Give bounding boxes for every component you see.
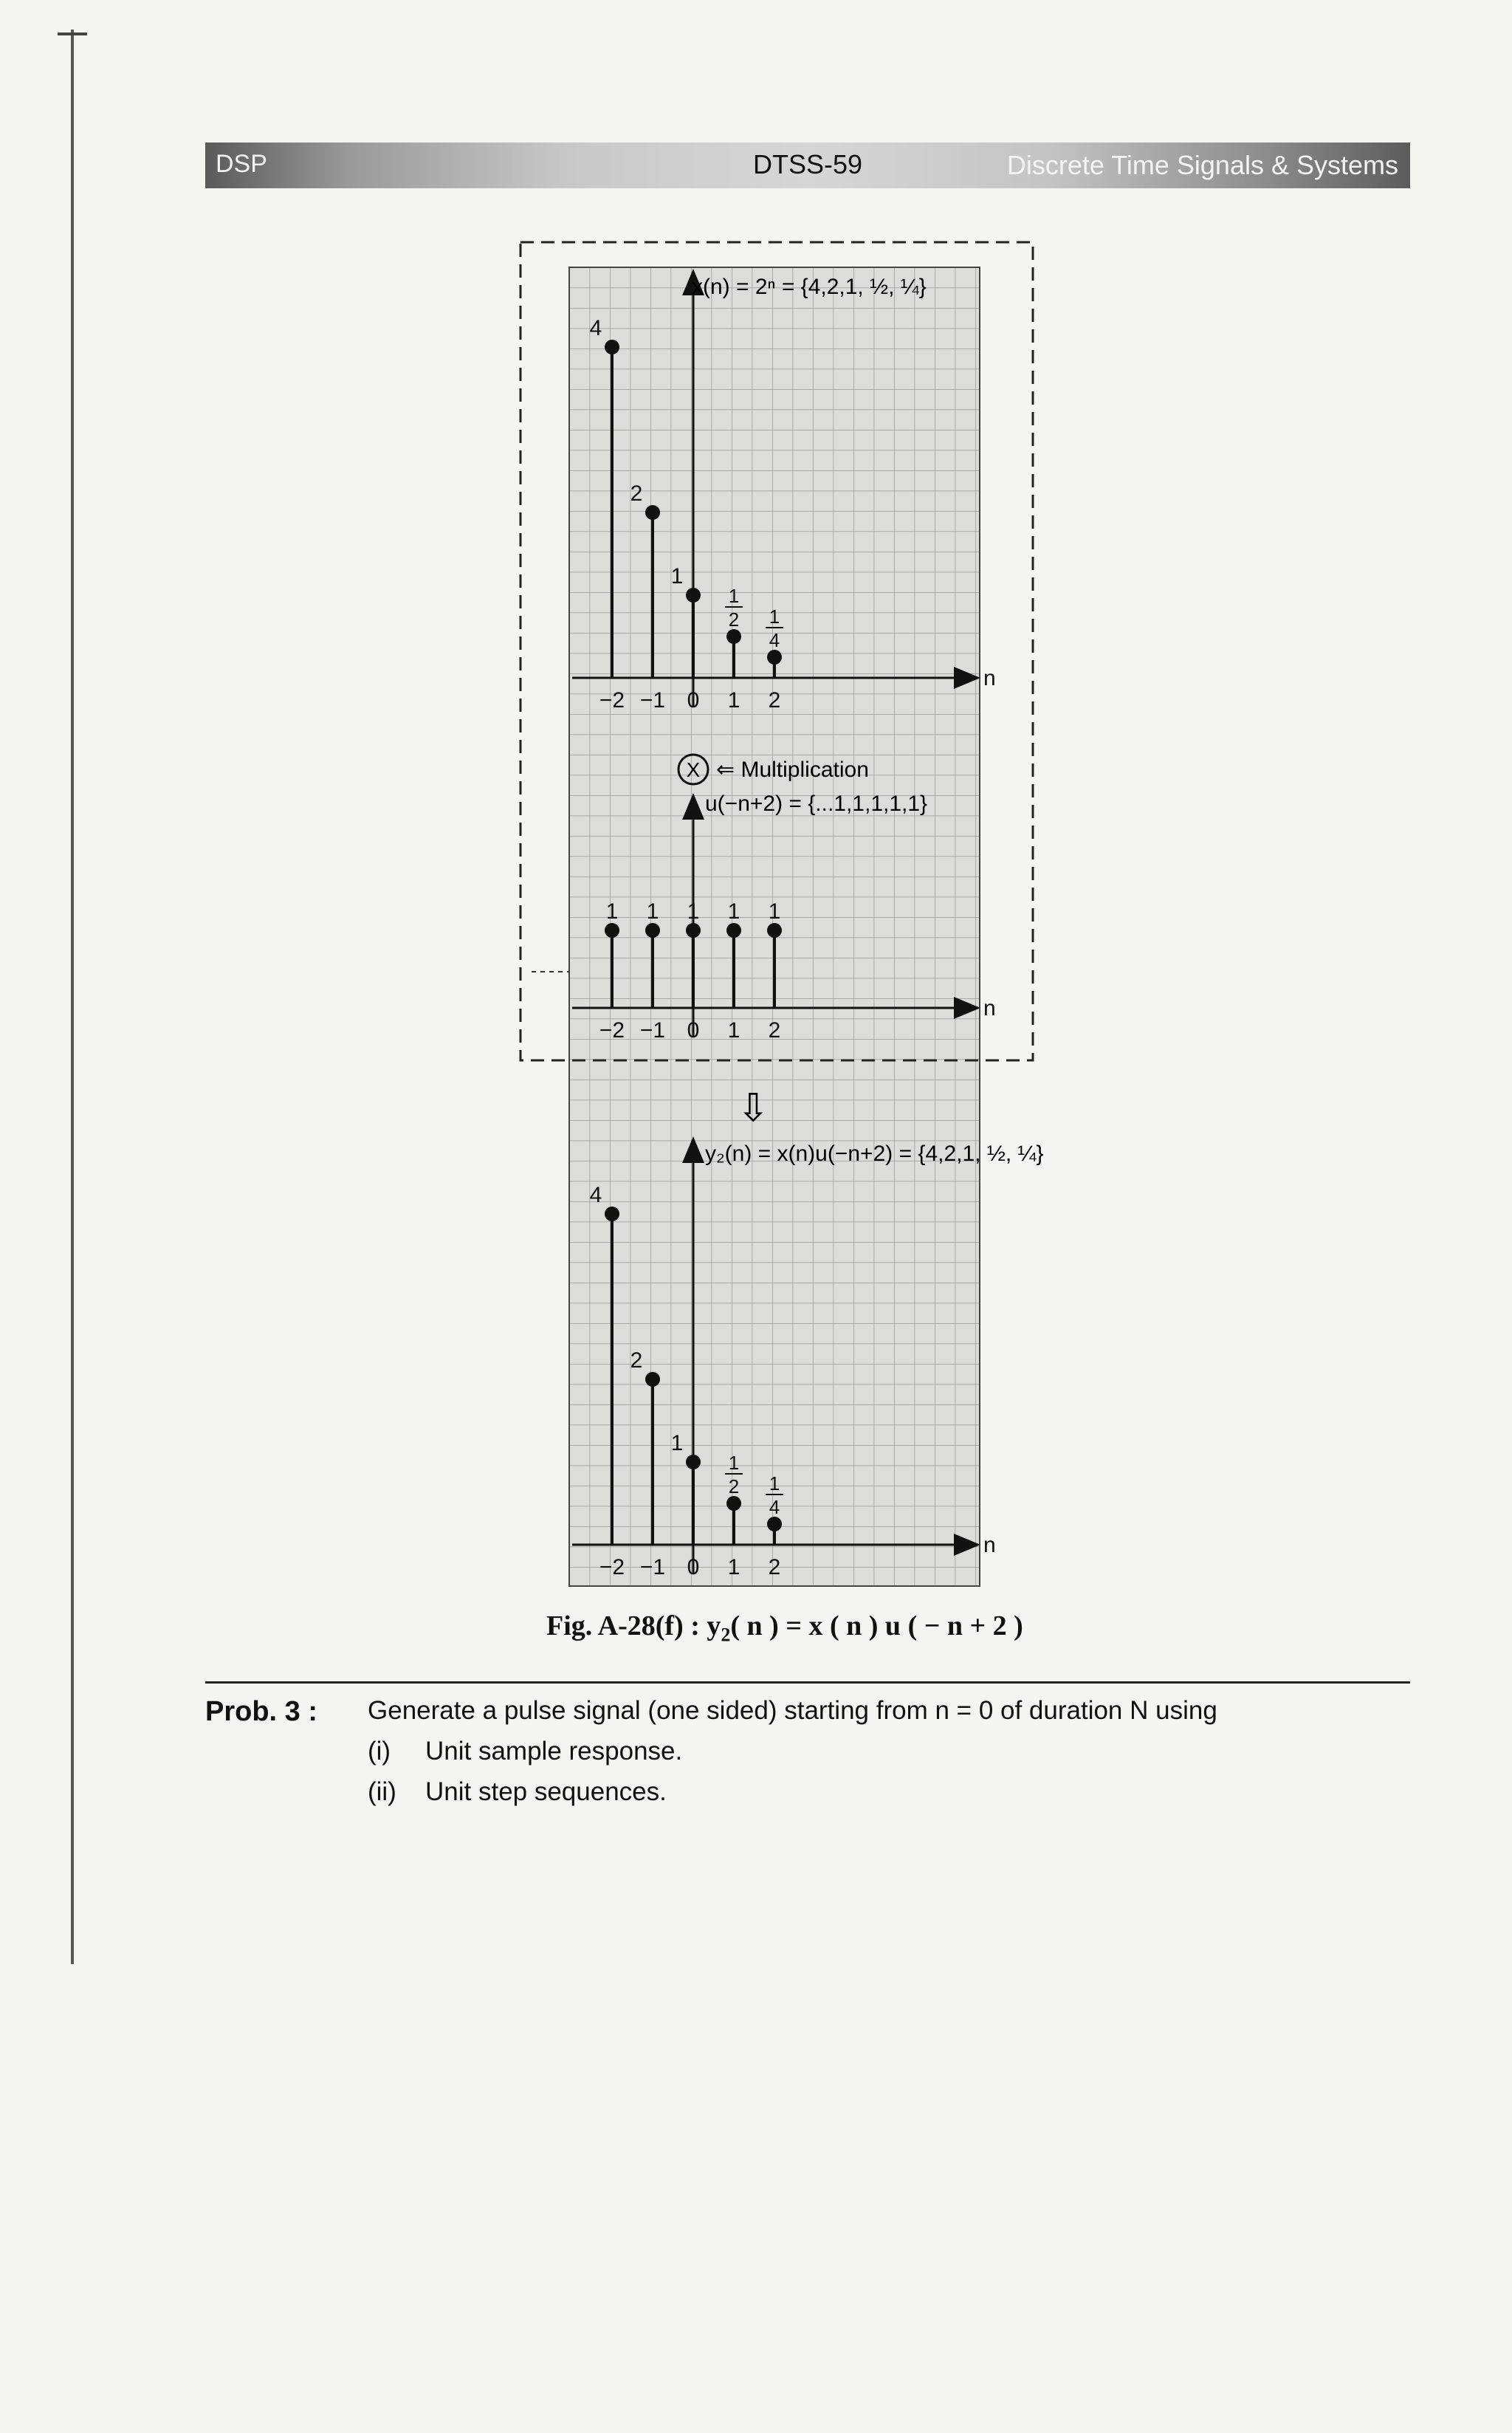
problem-item-text: Unit step sequences. <box>425 1777 667 1806</box>
problem-item-number: (i) <box>368 1737 391 1765</box>
problem-item-number: (ii) <box>368 1777 396 1806</box>
caption-subscript: 2 <box>721 1624 731 1646</box>
panel2-stem-point <box>767 923 782 938</box>
panel1-stem-point <box>686 588 701 603</box>
panel2-stem-label: 1 <box>646 899 659 924</box>
panel1-equation: x(n) = 2ⁿ = {4,2,1, ½, ¼} <box>692 275 927 299</box>
panel2-stem-point <box>726 923 741 938</box>
panel1-stem-label: 4 <box>589 316 602 340</box>
panel3-n-tick-label: 0 <box>687 1555 700 1579</box>
panel1-stem-label: 2 <box>630 481 643 506</box>
panel2-n-tick-label: 2 <box>768 1018 781 1043</box>
caption-suffix: ( n ) = x ( n ) u ( − n + 2 ) <box>730 1610 1023 1641</box>
panel3-n-tick-label: −1 <box>639 1555 666 1579</box>
panel1-stem-label-denominator: 4 <box>769 629 780 651</box>
panel1-n-tick-label: −1 <box>639 688 666 713</box>
panel3-stem-label: 1 <box>670 1431 684 1455</box>
problem-label: Prob. 3 : <box>205 1696 318 1727</box>
header-page-number: DTSS-59 <box>752 149 863 179</box>
panel3-stem-label-denominator: 2 <box>728 1475 740 1497</box>
section-rule <box>205 1681 1410 1684</box>
panel3-stem-label: 4 <box>589 1183 602 1207</box>
panel2-n-tick-label: −2 <box>599 1018 625 1043</box>
panel3-stem-label: 2 <box>630 1348 643 1373</box>
panel3-n-tick-label: −2 <box>599 1555 625 1579</box>
panel2-stem-point <box>605 923 619 938</box>
panel1-stem-point <box>605 340 619 354</box>
down-arrow-icon: ⇩ <box>737 1086 769 1130</box>
panel3-equation: y₂(n) = x(n)u(−n+2) = {4,2,1, ½, ¼} <box>705 1142 1044 1166</box>
panel3-n-tick-label: 2 <box>768 1555 781 1579</box>
panel3-stem-point <box>767 1517 782 1531</box>
panel1-n-tick-label: 0 <box>687 688 700 713</box>
panel2-stem-label: 1 <box>768 899 781 924</box>
panel1-n-tick-label: −2 <box>599 688 625 713</box>
figure-caption <box>546 1610 1023 1647</box>
panel2-n-tick-label: 1 <box>727 1018 740 1043</box>
caption-prefix: Fig. A-28(f) : y <box>546 1610 721 1641</box>
panel1-stem-point <box>726 629 741 644</box>
panel1-n-tick-label: 2 <box>768 688 781 713</box>
problem-item-text: Unit sample response. <box>425 1737 683 1765</box>
panel3-stem-point <box>645 1372 660 1387</box>
panel2-stem-point <box>645 923 660 938</box>
panel1-n-tick-label: 1 <box>727 688 740 713</box>
panel2-stem-point <box>686 923 701 938</box>
panel2-n-tick-label: −1 <box>639 1018 666 1043</box>
panel3-stem-label-numerator: 1 <box>728 1452 740 1474</box>
panel1-stem-point <box>645 505 660 520</box>
header-chapter-title: Discrete Time Signals & Systems <box>1006 150 1398 180</box>
panel3-stem-point <box>686 1455 701 1469</box>
panel1-stem-label-numerator: 1 <box>769 605 780 628</box>
panel3-stem-point <box>726 1496 741 1511</box>
panel2-n-tick-label: 0 <box>687 1018 700 1043</box>
panel1-stem-label: 1 <box>670 564 684 588</box>
panel1-stem-label-numerator: 1 <box>728 585 740 607</box>
panel3-stem-label-numerator: 1 <box>769 1472 780 1495</box>
panel3-stem-label-denominator: 4 <box>769 1496 780 1518</box>
panel2-stem-label: 1 <box>605 899 619 924</box>
panel3-axis-label: n <box>983 1533 996 1557</box>
header-left-text: DSP <box>216 150 267 178</box>
multiply-symbol: X <box>686 758 701 781</box>
panel2-stem-label: 1 <box>687 899 700 924</box>
panel1-stem-label-denominator: 2 <box>728 608 740 631</box>
panel2-axis-label: n <box>983 996 996 1020</box>
panel1-axis-label: n <box>983 666 996 690</box>
panel2-equation: u(−n+2) = {...1,1,1,1,1} <box>705 792 928 816</box>
panel1-stem-point <box>767 650 782 665</box>
panel2-stem-label: 1 <box>727 899 740 924</box>
problem-statement: Generate a pulse signal (one sided) starting from n = 0 of duration N using <box>368 1696 1217 1725</box>
multiply-label: ⇐ Multiplication <box>716 758 869 782</box>
panel3-n-tick-label: 1 <box>727 1555 740 1579</box>
panel3-stem-point <box>605 1207 619 1221</box>
